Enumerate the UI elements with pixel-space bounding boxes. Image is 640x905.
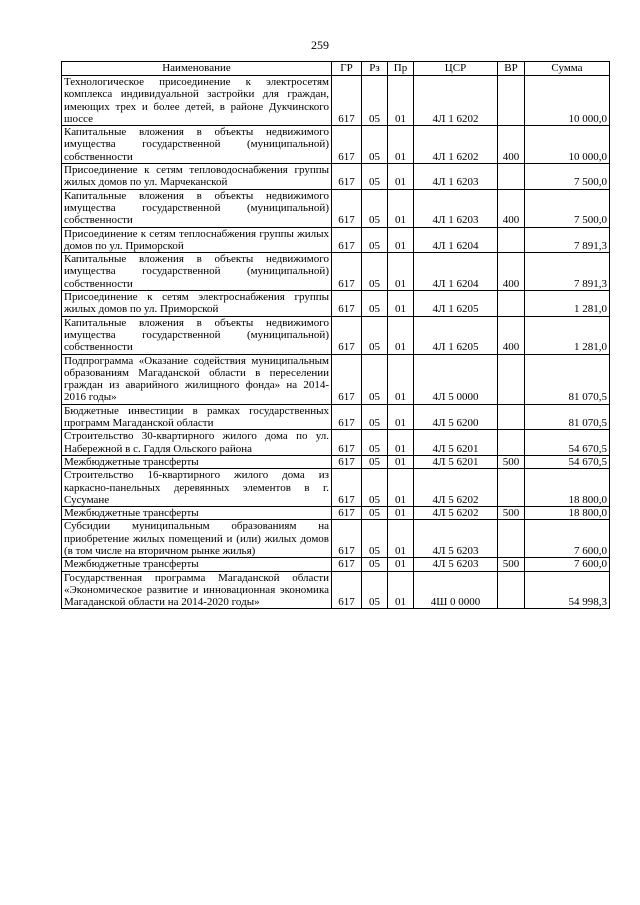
header-row bbox=[62, 62, 610, 76]
page-number: 259 bbox=[311, 38, 329, 52]
cell-pr: 01 bbox=[388, 571, 414, 609]
cell-gr: 617 bbox=[332, 253, 362, 291]
cell-csr: 4Л 5 6202 bbox=[414, 507, 498, 520]
cell-gr: 617 bbox=[332, 189, 362, 227]
cell-gr: 617 bbox=[332, 354, 362, 404]
cell-vr bbox=[498, 354, 525, 404]
cell-pr: 01 bbox=[388, 227, 414, 253]
cell-name: Государственная программа Магаданской области «Экономическое развитие и инновационная экономика Магаданской области на 2014-2020 годы» bbox=[62, 571, 332, 609]
cell-gr: 617 bbox=[332, 455, 362, 468]
cell-name: Межбюджетные трансферты bbox=[62, 558, 332, 571]
cell-csr: 4Ш 0 0000 bbox=[414, 571, 498, 609]
cell-sum: 7 600,0 bbox=[525, 558, 610, 571]
cell-gr: 617 bbox=[332, 558, 362, 571]
cell-csr: 4Л 1 6202 bbox=[414, 76, 498, 126]
table-row bbox=[62, 189, 610, 227]
cell-sum: 10 000,0 bbox=[525, 126, 610, 164]
cell-sum: 18 800,0 bbox=[525, 507, 610, 520]
table-row bbox=[62, 404, 610, 430]
header-sum: Сумма bbox=[525, 62, 610, 76]
header-name: Наименование bbox=[62, 62, 332, 76]
cell-sum: 1 281,0 bbox=[525, 291, 610, 317]
cell-vr bbox=[498, 520, 525, 558]
cell-sum: 7 500,0 bbox=[525, 164, 610, 190]
cell-name: Присоединение к сетям теплоснабжения группы жилых домов по ул. Приморской bbox=[62, 227, 332, 253]
cell-name: Присоединение к сетям тепловодоснабжения группы жилых домов по ул. Марчеканской bbox=[62, 164, 332, 190]
header-csr: ЦСР bbox=[414, 62, 498, 76]
cell-name: Субсидии муниципальным образованиям на приобретение жилых помещений и (или) жилых домов (в том числе на вторичном рынке жилья) bbox=[62, 520, 332, 558]
table-row bbox=[62, 126, 610, 164]
cell-vr bbox=[498, 404, 525, 430]
cell-sum: 18 800,0 bbox=[525, 469, 610, 507]
cell-pr: 01 bbox=[388, 126, 414, 164]
cell-pr: 01 bbox=[388, 253, 414, 291]
cell-rz: 05 bbox=[362, 558, 388, 571]
cell-sum: 54 998,3 bbox=[525, 571, 610, 609]
cell-csr: 4Л 1 6204 bbox=[414, 227, 498, 253]
cell-gr: 617 bbox=[332, 507, 362, 520]
cell-gr: 617 bbox=[332, 316, 362, 354]
cell-pr: 01 bbox=[388, 520, 414, 558]
table-row bbox=[62, 455, 610, 468]
cell-rz: 05 bbox=[362, 164, 388, 190]
table-row bbox=[62, 227, 610, 253]
header-pr: Пр bbox=[388, 62, 414, 76]
header-gr: ГР bbox=[332, 62, 362, 76]
cell-vr: 400 bbox=[498, 316, 525, 354]
cell-sum: 7 600,0 bbox=[525, 520, 610, 558]
cell-name: Межбюджетные трансферты bbox=[62, 507, 332, 520]
cell-pr: 01 bbox=[388, 558, 414, 571]
cell-name: Капитальные вложения в объекты недвижимого имущества государственной (муниципальной) собственности bbox=[62, 316, 332, 354]
cell-csr: 4Л 5 6201 bbox=[414, 455, 498, 468]
cell-rz: 05 bbox=[362, 404, 388, 430]
cell-csr: 4Л 5 0000 bbox=[414, 354, 498, 404]
cell-sum: 7 891,3 bbox=[525, 253, 610, 291]
cell-pr: 01 bbox=[388, 469, 414, 507]
cell-csr: 4Л 1 6202 bbox=[414, 126, 498, 164]
cell-pr: 01 bbox=[388, 291, 414, 317]
table-row bbox=[62, 507, 610, 520]
cell-gr: 617 bbox=[332, 430, 362, 456]
cell-csr: 4Л 1 6204 bbox=[414, 253, 498, 291]
header-rz: Рз bbox=[362, 62, 388, 76]
cell-pr: 01 bbox=[388, 164, 414, 190]
table-row bbox=[62, 469, 610, 507]
cell-vr bbox=[498, 571, 525, 609]
cell-gr: 617 bbox=[332, 227, 362, 253]
cell-vr: 500 bbox=[498, 558, 525, 571]
cell-pr: 01 bbox=[388, 404, 414, 430]
cell-pr: 01 bbox=[388, 76, 414, 126]
cell-gr: 617 bbox=[332, 291, 362, 317]
cell-pr: 01 bbox=[388, 455, 414, 468]
cell-vr: 400 bbox=[498, 189, 525, 227]
cell-name: Капитальные вложения в объекты недвижимого имущества государственной (муниципальной) собственности bbox=[62, 253, 332, 291]
cell-csr: 4Л 1 6205 bbox=[414, 316, 498, 354]
cell-pr: 01 bbox=[388, 354, 414, 404]
table-row bbox=[62, 291, 610, 317]
cell-sum: 7 891,3 bbox=[525, 227, 610, 253]
cell-sum: 54 670,5 bbox=[525, 455, 610, 468]
cell-name: Подпрограмма «Оказание содействия муниципальным образованиям Магаданской области в переселении граждан из аварийного жилищного фонда» на 2014-2016 годы» bbox=[62, 354, 332, 404]
cell-vr: 500 bbox=[498, 507, 525, 520]
budget-table bbox=[61, 61, 610, 609]
table-row bbox=[62, 253, 610, 291]
cell-name: Технологическое присоединение к электросетям комплекса индивидуальной застройки для граждан, имеющих трех и более детей, в районе Дукчинского шоссе bbox=[62, 76, 332, 126]
cell-vr bbox=[498, 469, 525, 507]
table-row bbox=[62, 354, 610, 404]
cell-rz: 05 bbox=[362, 354, 388, 404]
cell-vr bbox=[498, 76, 525, 126]
cell-rz: 05 bbox=[362, 430, 388, 456]
cell-pr: 01 bbox=[388, 316, 414, 354]
cell-csr: 4Л 5 6203 bbox=[414, 520, 498, 558]
cell-sum: 81 070,5 bbox=[525, 354, 610, 404]
cell-gr: 617 bbox=[332, 164, 362, 190]
cell-vr: 400 bbox=[498, 126, 525, 164]
cell-gr: 617 bbox=[332, 469, 362, 507]
cell-vr bbox=[498, 430, 525, 456]
cell-csr: 4Л 1 6203 bbox=[414, 164, 498, 190]
table-row bbox=[62, 571, 610, 609]
cell-gr: 617 bbox=[332, 76, 362, 126]
cell-pr: 01 bbox=[388, 189, 414, 227]
cell-rz: 05 bbox=[362, 227, 388, 253]
table-row bbox=[62, 558, 610, 571]
cell-vr: 500 bbox=[498, 455, 525, 468]
cell-csr: 4Л 5 6202 bbox=[414, 469, 498, 507]
cell-gr: 617 bbox=[332, 404, 362, 430]
cell-sum: 54 670,5 bbox=[525, 430, 610, 456]
table-row bbox=[62, 164, 610, 190]
cell-name: Межбюджетные трансферты bbox=[62, 455, 332, 468]
table-row bbox=[62, 76, 610, 126]
cell-rz: 05 bbox=[362, 571, 388, 609]
cell-name: Капитальные вложения в объекты недвижимого имущества государственной (муниципальной) собственности bbox=[62, 189, 332, 227]
cell-rz: 05 bbox=[362, 76, 388, 126]
cell-rz: 05 bbox=[362, 507, 388, 520]
table-row bbox=[62, 520, 610, 558]
cell-rz: 05 bbox=[362, 253, 388, 291]
cell-vr: 400 bbox=[498, 253, 525, 291]
cell-rz: 05 bbox=[362, 126, 388, 164]
cell-name: Строительство 16-квартирного жилого дома из каркасно-панельных деревянных элементов в г. Сусумане bbox=[62, 469, 332, 507]
cell-rz: 05 bbox=[362, 469, 388, 507]
cell-name: Присоединение к сетям электроснабжения группы жилых домов по ул. Приморской bbox=[62, 291, 332, 317]
cell-rz: 05 bbox=[362, 455, 388, 468]
table-row bbox=[62, 430, 610, 456]
cell-csr: 4Л 5 6200 bbox=[414, 404, 498, 430]
cell-name: Капитальные вложения в объекты недвижимого имущества государственной (муниципальной) собственности bbox=[62, 126, 332, 164]
cell-sum: 7 500,0 bbox=[525, 189, 610, 227]
table-header bbox=[62, 62, 610, 76]
cell-csr: 4Л 5 6203 bbox=[414, 558, 498, 571]
table-row bbox=[62, 316, 610, 354]
cell-sum: 1 281,0 bbox=[525, 316, 610, 354]
cell-pr: 01 bbox=[388, 430, 414, 456]
cell-rz: 05 bbox=[362, 189, 388, 227]
cell-sum: 81 070,5 bbox=[525, 404, 610, 430]
header-vr: ВР bbox=[498, 62, 525, 76]
cell-gr: 617 bbox=[332, 571, 362, 609]
table-body bbox=[62, 76, 610, 609]
cell-csr: 4Л 5 6201 bbox=[414, 430, 498, 456]
cell-gr: 617 bbox=[332, 126, 362, 164]
cell-csr: 4Л 1 6205 bbox=[414, 291, 498, 317]
cell-vr bbox=[498, 227, 525, 253]
cell-vr bbox=[498, 164, 525, 190]
cell-vr bbox=[498, 291, 525, 317]
cell-sum: 10 000,0 bbox=[525, 76, 610, 126]
cell-name: Бюджетные инвестиции в рамках государственных программ Магаданской области bbox=[62, 404, 332, 430]
cell-gr: 617 bbox=[332, 520, 362, 558]
cell-rz: 05 bbox=[362, 316, 388, 354]
cell-rz: 05 bbox=[362, 520, 388, 558]
cell-csr: 4Л 1 6203 bbox=[414, 189, 498, 227]
cell-rz: 05 bbox=[362, 291, 388, 317]
cell-pr: 01 bbox=[388, 507, 414, 520]
cell-name: Строительство 30-квартирного жилого дома по ул. Набережной в с. Гадля Ольского района bbox=[62, 430, 332, 456]
